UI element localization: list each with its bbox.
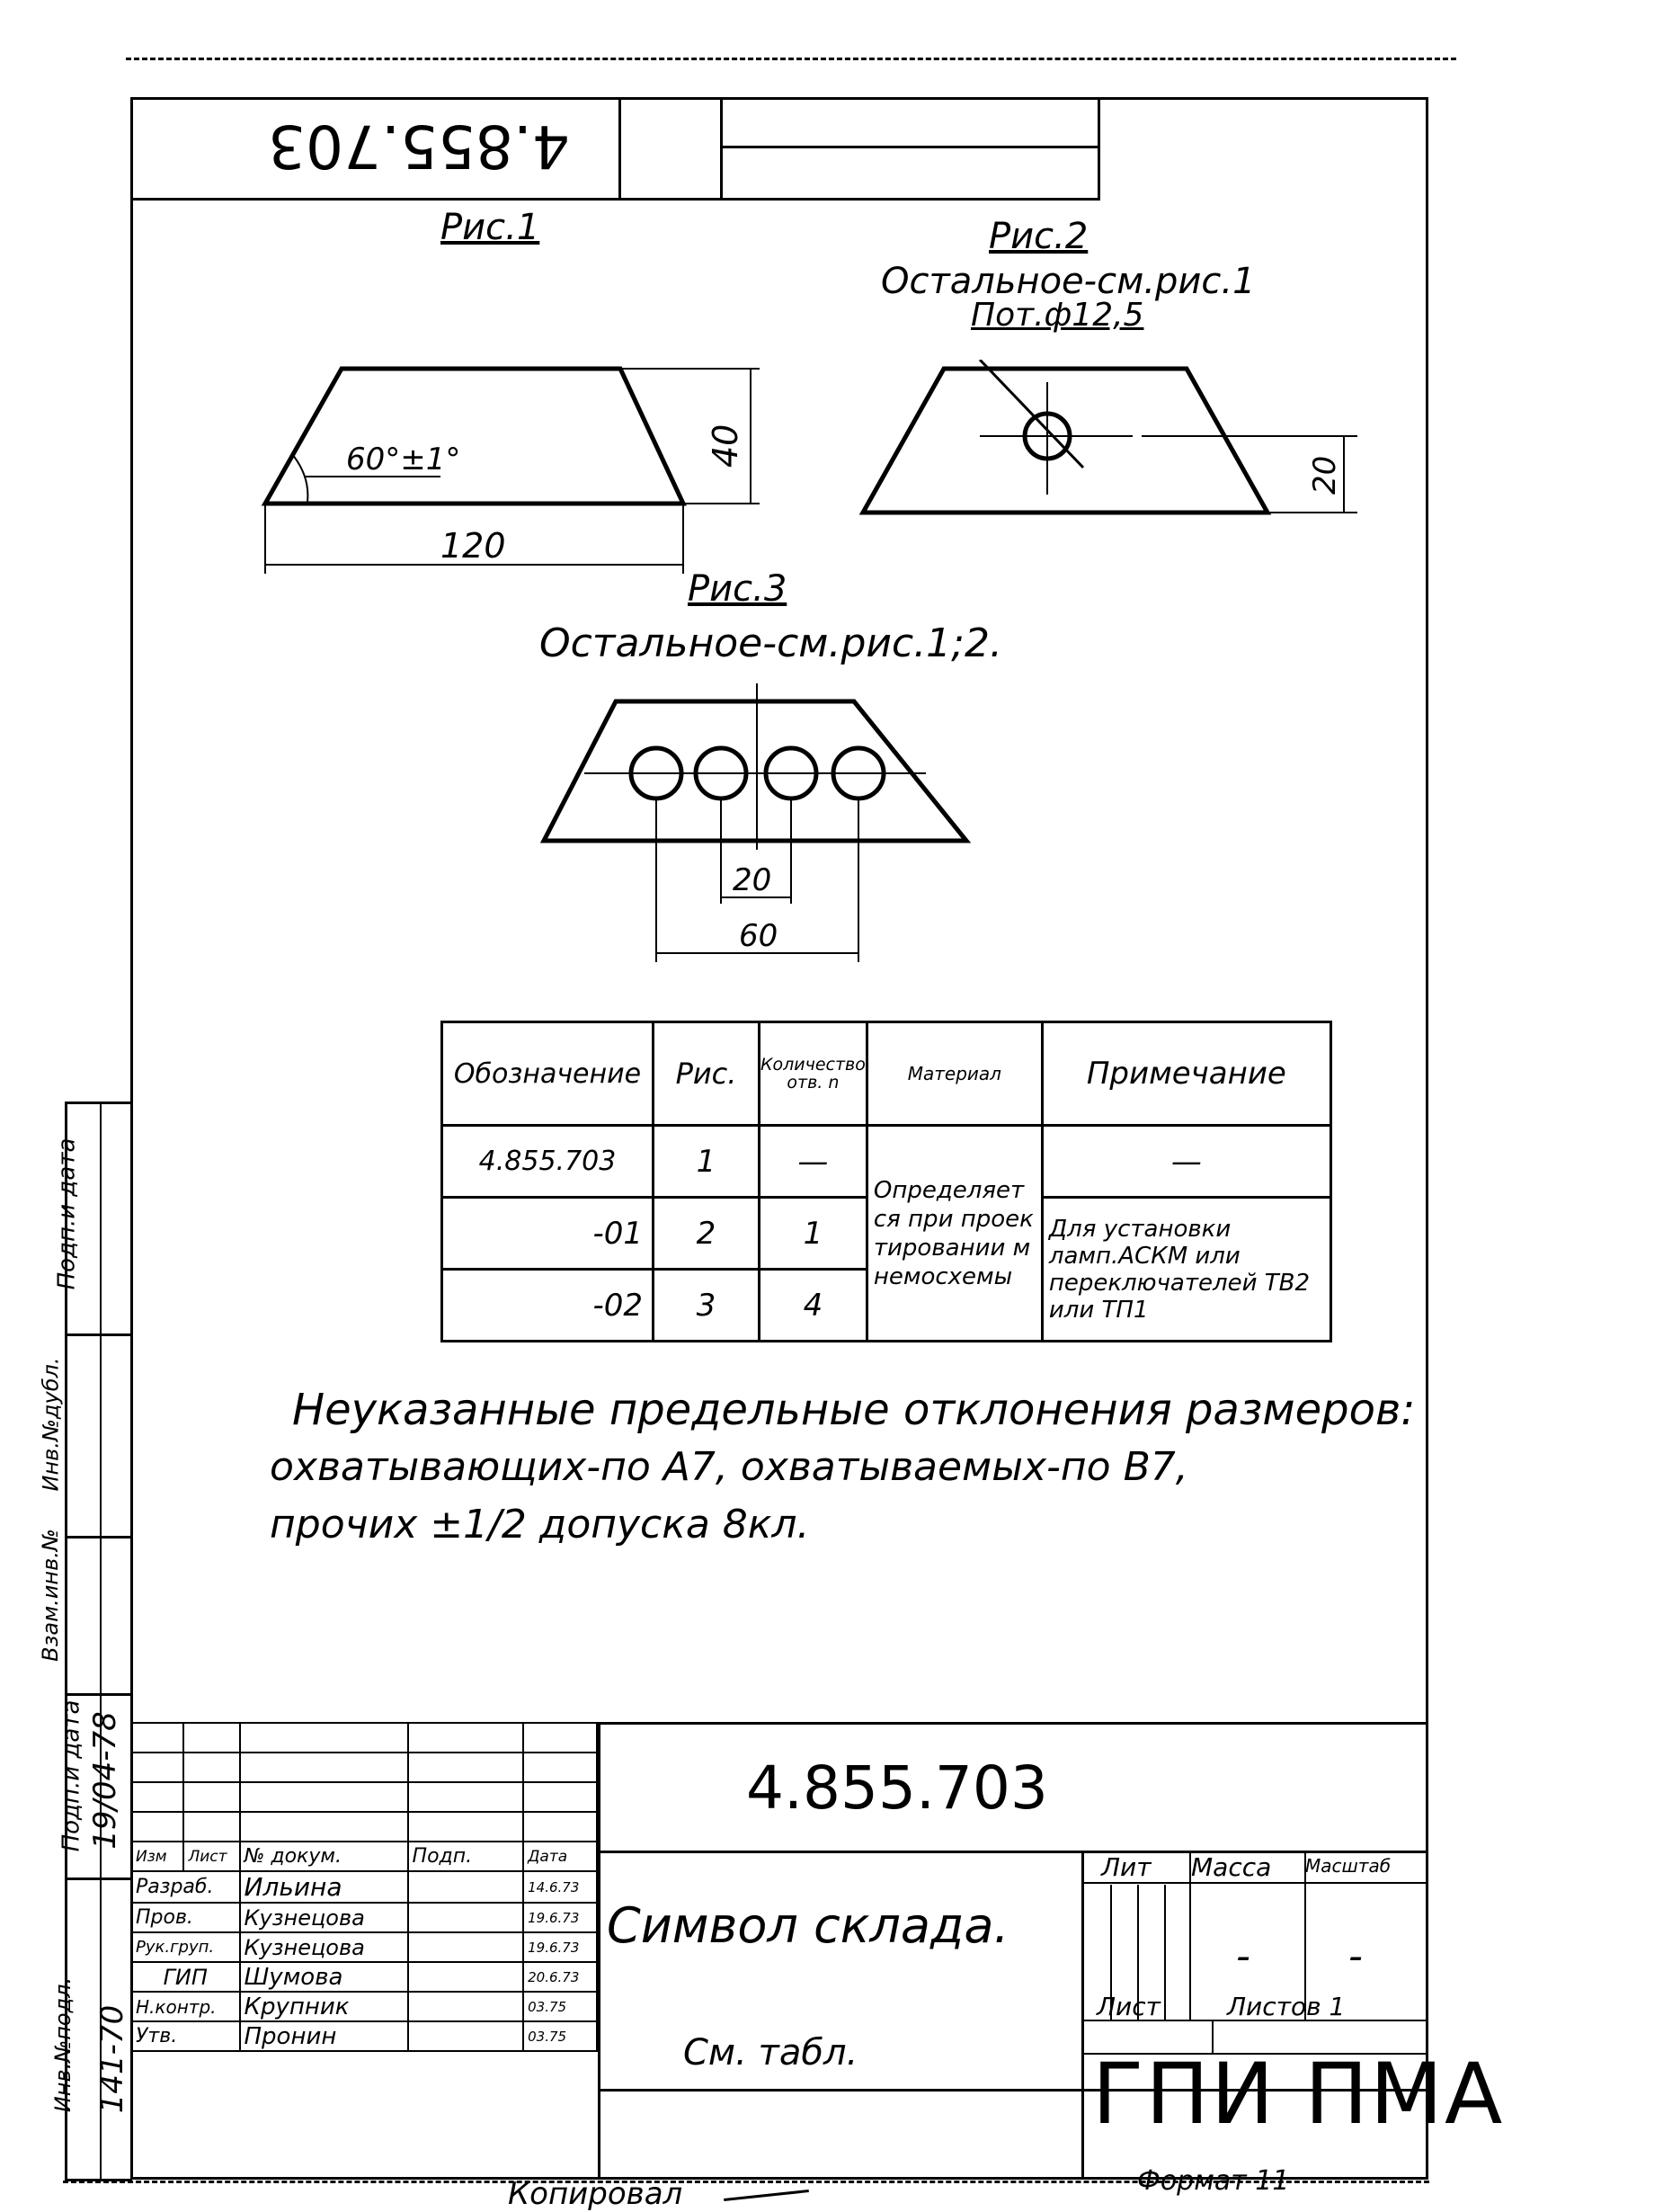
spec-note-row1: —	[1042, 1126, 1330, 1198]
fig2-title: Рис.2	[989, 216, 1089, 257]
tb-date-6: 03.75	[523, 2021, 597, 2051]
tb-name-3: Кузнецова	[240, 1932, 408, 1962]
tb-col-doc: № докум.	[240, 1842, 408, 1871]
spec-header-designation: Обозначение	[442, 1022, 654, 1126]
tb-mass-value: -	[1236, 1933, 1250, 1979]
spec-row1-fig: 1	[654, 1126, 760, 1198]
tb-role-6: Утв.	[131, 2021, 240, 2051]
tb-date-4: 20.6.73	[523, 1962, 597, 1992]
side-label-podp-data: Подп.и дата	[58, 1699, 85, 1852]
spec-note-row2: Для установки ламп.АСКМ или переключателей ТВ2 или ТП1	[1042, 1198, 1330, 1342]
spec-header-fig: Рис.	[654, 1022, 760, 1126]
tb-organization: ГПИ ПМА	[1092, 2046, 1505, 2144]
tb-role-2: Пров.	[131, 1903, 240, 1932]
side-value-inv: 141-70	[94, 2004, 131, 2114]
tb-date-2: 19.6.73	[523, 1903, 597, 1932]
side-label-inv-dubl: Инв.№дубл.	[38, 1357, 64, 1492]
tolerance-line-3: прочих ±1/2 допуска 8кл.	[270, 1502, 810, 1548]
tb-name-2: Кузнецова	[240, 1903, 408, 1932]
tb-col-list: Лист	[183, 1842, 239, 1871]
side-value-date: 19/04-78	[86, 1711, 123, 1850]
footer-format: Формат 11	[1137, 2165, 1290, 2197]
tb-sheet-label: Лист	[1097, 1992, 1161, 2021]
spec-row1-designation: 4.855.703	[442, 1126, 654, 1198]
spec-row2-fig: 2	[654, 1198, 760, 1270]
tb-doc-code: 4.855.703	[746, 1753, 1048, 1823]
fig1-height: 40	[706, 424, 745, 468]
fig1-angle: 60°±1°	[346, 442, 461, 477]
fig3-span: 60	[739, 918, 778, 954]
tb-name-6: Пронин	[240, 2021, 408, 2051]
spec-header-note: Примечание	[1042, 1022, 1330, 1126]
spec-header-material: Материал	[867, 1022, 1042, 1126]
tb-lit-label: Лит	[1101, 1852, 1152, 1882]
tb-col-izm: Изм	[131, 1842, 183, 1871]
spec-row1-holes: —	[760, 1126, 867, 1198]
tb-sheets-label: Листов 1	[1227, 1992, 1346, 2021]
header-stamp-code: 4.855.703	[268, 111, 570, 181]
fig1-width: 120	[440, 526, 506, 566]
tb-date-1: 14.6.73	[523, 1871, 597, 1903]
tb-name-4: Шумова	[240, 1962, 408, 1992]
title-block-grid	[130, 1722, 598, 2052]
fig3-title: Рис.3	[688, 568, 787, 610]
figure-1	[252, 342, 791, 593]
spec-header-holes: Количество отв. n	[760, 1022, 867, 1126]
footer-copied: Копировал	[508, 2176, 683, 2212]
tb-scale-label: Масштаб	[1305, 1855, 1392, 1877]
tb-material: См. табл.	[683, 2032, 858, 2074]
side-label-vzam-inv: Взам.инв.№	[37, 1529, 63, 1662]
tb-name-5: Крупник	[240, 1992, 408, 2021]
side-label-inv-podl: Инв.№подл.	[50, 1976, 76, 2113]
tb-role-5: Н.контр.	[131, 1992, 240, 2021]
tb-scale-value: -	[1348, 1933, 1363, 1979]
header-stamp	[133, 99, 1099, 200]
fig2-hole: Пот.ф12,5	[971, 297, 1144, 334]
tb-role-4: ГИП	[131, 1962, 240, 1992]
spec-row2-holes: 1	[760, 1198, 867, 1270]
tb-role-3: Рук.груп.	[131, 1932, 240, 1962]
fig1-title: Рис.1	[440, 207, 540, 248]
tb-role-1: Разраб.	[131, 1871, 240, 1903]
figure-3	[530, 683, 998, 971]
tb-mass-label: Масса	[1191, 1852, 1272, 1882]
tb-date-3: 19.6.73	[523, 1932, 597, 1962]
spec-row3-fig: 3	[654, 1270, 760, 1342]
tb-col-data: Дата	[523, 1842, 597, 1871]
tb-col-podp: Подп.	[408, 1842, 524, 1871]
tolerance-line-2: охватывающих-по А7, охватываемых-по В7,	[270, 1444, 1188, 1490]
tb-name: Символ склада.	[607, 1897, 1009, 1954]
tolerance-line-1: Неуказанные предельные отклонения размеров:	[292, 1385, 1416, 1435]
top-dashed-edge	[126, 58, 1456, 60]
spec-table	[440, 1021, 1332, 1342]
spec-material: Определяется при проектировании мнемосхемы	[867, 1126, 1042, 1342]
footer-copier-signature	[724, 2190, 809, 2201]
tb-name-1: Ильина	[240, 1871, 408, 1903]
figure-2	[845, 360, 1402, 540]
side-label-podp-data-top: Подп.и дата	[53, 1137, 81, 1290]
fig2-dim: 20	[1307, 455, 1343, 495]
spec-row3-holes: 4	[760, 1270, 867, 1342]
fig3-pitch: 20	[733, 862, 772, 898]
fig2-note: Остальное-см.рис.1	[881, 261, 1256, 302]
spec-row3-designation: -02	[442, 1270, 654, 1342]
spec-row2-designation: -01	[442, 1198, 654, 1270]
tb-date-5: 03.75	[523, 1992, 597, 2021]
fig3-note: Остальное-см.рис.1;2.	[539, 620, 1002, 666]
